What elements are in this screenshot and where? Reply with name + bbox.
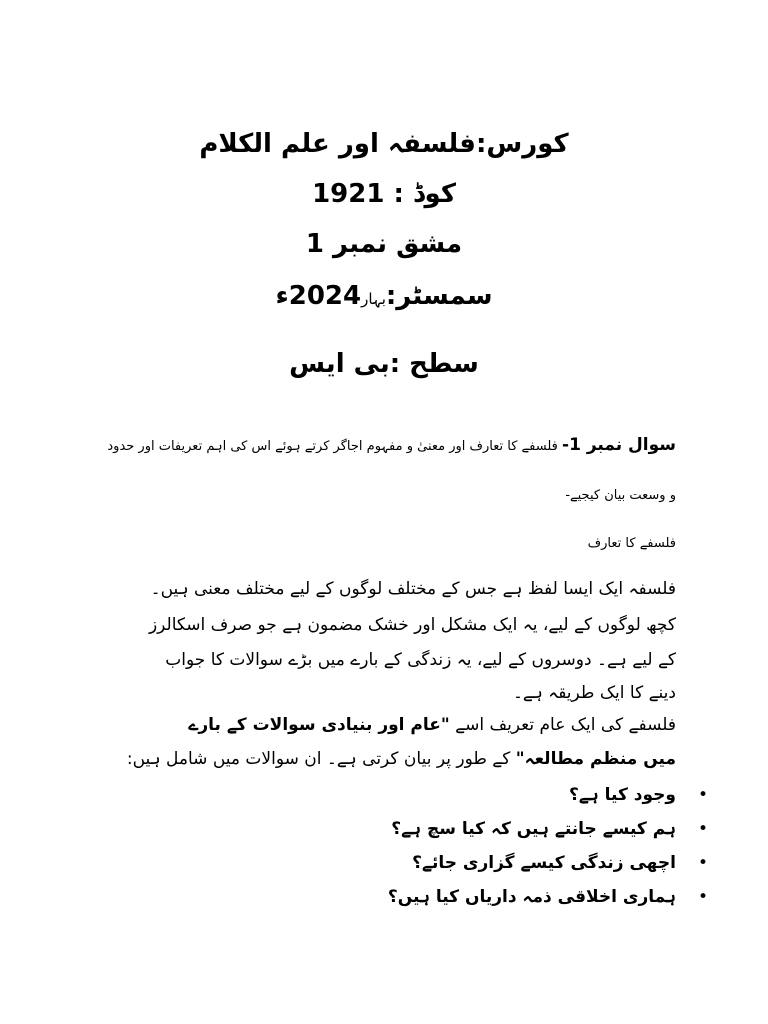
definition-quote: "عام اور بنیادی سوالات کے بارے [188, 715, 450, 735]
question-line-2: و وسعت بیان کیجیے- [565, 488, 676, 503]
list-item [388, 812, 710, 846]
list-item-text: ہماری اخلاقی ذمہ داریاں کیا ہیں؟ [387, 887, 676, 907]
semester-line [0, 278, 768, 317]
course-code: کوڈ : 1921 [312, 179, 456, 209]
course-title: کورس:فلسفہ اور علم الکلام [199, 129, 569, 159]
paragraph-line: کچھ لوگوں کے لیے، یہ ایک مشکل اور خشک مضمون ہے جو صرف اسکالرز [148, 615, 676, 635]
definition-quote-end: میں منظم مطالعہ" [515, 749, 676, 769]
question-text: فلسفے کا تعارف اور معنیٰ و مفہوم اجاگر کرتے ہوئے اس کی اہم تعریفات اور حدود [107, 439, 562, 454]
definition-line-1 [188, 710, 676, 740]
definition-line-2 [127, 744, 676, 774]
question-label: سوال نمبر 1- [562, 435, 676, 455]
semester-year: 2024ء [275, 281, 362, 311]
list-item-text: اچھی زندگی کیسے گزاری جائے؟ [412, 853, 676, 873]
question-line-1 [76, 431, 676, 461]
paragraph-line: فلسفہ ایک ایسا لفظ ہے جس کے مختلف لوگوں کے لیے مختلف معنی ہیں۔ [150, 579, 676, 599]
bullet-icon: • [697, 819, 709, 839]
paragraph-line: دینے کا ایک طریقہ ہے۔ [512, 683, 676, 703]
bullet-icon: • [697, 887, 709, 907]
bullet-icon: • [697, 853, 709, 873]
list-item [388, 778, 710, 812]
question-list [388, 778, 710, 914]
definition-text: کے طور پر بیان کرتی ہے۔ ان سوالات میں شامل ہیں: [126, 749, 516, 769]
paragraph-line: کے لیے ہے۔ دوسروں کے لیے، یہ زندگی کے بارے میں بڑے سوالات کا جواب [165, 650, 676, 670]
assignment-number: مشق نمبر 1 [305, 229, 463, 259]
list-item [388, 846, 710, 880]
list-item [388, 880, 710, 914]
level-line: سطح :بی ایس [289, 349, 479, 379]
definition-text: فلسفے کی ایک عام تعریف اسے [449, 715, 676, 735]
semester-season: بہار [361, 290, 386, 308]
list-item-text: وجود کیا ہے؟ [568, 785, 676, 805]
bullet-icon: • [697, 785, 709, 805]
section-heading: فلسفے کا تعارف [587, 536, 676, 551]
semester-prefix: سمسٹر: [385, 281, 493, 311]
list-item-text: ہم کیسے جانتے ہیں کہ کیا سچ ہے؟ [391, 819, 676, 839]
